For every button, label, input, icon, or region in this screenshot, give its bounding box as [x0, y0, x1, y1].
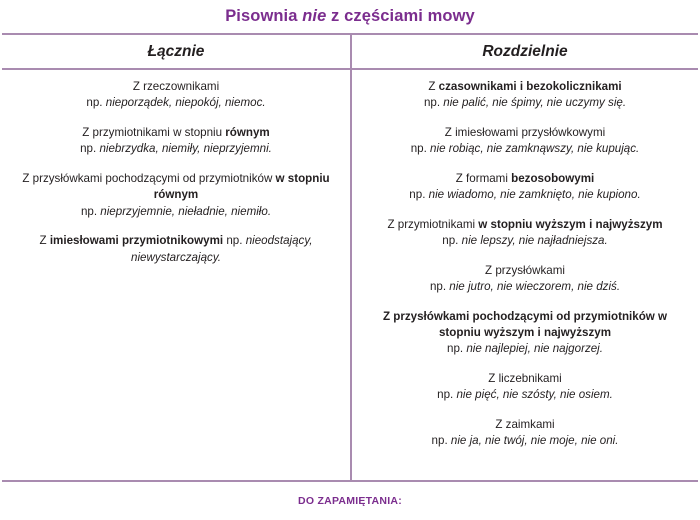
page-title-emphasis: nie	[302, 7, 327, 25]
example-prefix: np.	[423, 96, 444, 110]
example-prefix: np.	[80, 204, 101, 218]
rule-entry	[360, 371, 690, 404]
page-title-after: z częściami mowy	[326, 7, 475, 25]
rule-entry	[360, 217, 690, 250]
example-text: nie robiąc, nie zamknąwszy, nie kupując.	[430, 142, 640, 156]
footer-label: DO ZAPAMIĘTANIA:	[298, 495, 402, 507]
example-text: nieodstający, niewystarczający.	[131, 234, 313, 264]
rule-text: Z	[428, 80, 439, 93]
example-prefix: np.	[447, 342, 467, 356]
column-body-lacznie	[2, 70, 350, 480]
example-text: nie wiadomo, nie zamknięto, nie kupiono.	[428, 188, 641, 202]
column-header-rozdzielnie: Rozdzielnie	[350, 35, 698, 68]
table-body-row	[2, 70, 698, 480]
rule-text: Z przysłówkami pochodzącymi od przymiotników	[22, 171, 276, 185]
rule-entry	[360, 263, 690, 296]
example-text: nieporządek, niepokój, niemoc.	[105, 96, 266, 110]
example-text: nie lepszy, nie najładniejsza.	[461, 234, 608, 248]
example-text: nie palić, nie śpimy, nie uczymy się.	[443, 96, 627, 110]
rule-text-emphasis: w stopniu wyższym i najwyższym	[478, 217, 663, 231]
rule-entry	[10, 171, 342, 220]
rule-text-emphasis: imiesłowami przymiotnikowymi	[49, 234, 224, 248]
example-prefix: np.	[429, 280, 450, 294]
rule-text: Z formami	[455, 171, 512, 185]
rule-entry	[10, 125, 342, 158]
example-text: nie ja, nie twój, nie moje, nie oni.	[450, 434, 619, 448]
rule-text-emphasis: Z przysłówkami pochodzącymi od przymiotników w stopniu wyższym i najwyższym	[382, 309, 668, 339]
rule-text-emphasis: w stopniu równym	[153, 171, 330, 202]
rule-text-emphasis: równym	[225, 125, 270, 139]
column-body-rozdzielnie	[350, 70, 698, 480]
rule-text-emphasis: bezosobowymi	[511, 171, 595, 185]
rule-entry	[360, 171, 690, 204]
rule-entry	[10, 233, 342, 266]
title-bar	[0, 0, 700, 33]
example-text: nie jutro, nie wieczorem, nie dziś.	[449, 280, 621, 294]
rule-text: Z	[39, 234, 50, 248]
example-prefix: np.	[80, 142, 100, 156]
example-prefix: np.	[223, 234, 246, 248]
page-title-before: Pisownia	[225, 7, 303, 25]
rule-text: Z rzeczownikami	[132, 80, 220, 93]
rule-text: Z przymiotnikami	[387, 217, 479, 231]
rule-entry	[360, 79, 690, 112]
rule-text: Z liczebnikami	[488, 371, 562, 385]
example-prefix: np.	[86, 96, 106, 110]
footer-bar	[0, 482, 700, 520]
example-prefix: np.	[437, 388, 457, 402]
rule-entry	[360, 417, 690, 450]
rule-text: Z przymiotnikami w stopniu	[82, 125, 226, 139]
example-prefix: np.	[442, 234, 462, 248]
rule-entry	[360, 125, 690, 158]
example-text: nie pięć, nie szósty, nie osiem.	[456, 388, 613, 402]
rule-text: Z zaimkami	[495, 417, 555, 431]
page-title	[225, 7, 475, 26]
rule-text-emphasis: czasownikami i bezokolicznikami	[438, 80, 622, 93]
example-prefix: np.	[431, 434, 451, 448]
table-header-row	[2, 35, 698, 70]
example-text: nie najlepiej, nie najgorzej.	[466, 342, 603, 356]
example-text: niebrzydka, niemiły, nieprzyjemni.	[99, 142, 272, 156]
rule-text: Z imiesłowami przysłówkowymi	[444, 125, 606, 139]
column-header-lacznie: Łącznie	[147, 42, 205, 60]
example-text: nieprzyjemnie, nieładnie, niemiło.	[100, 204, 272, 218]
example-prefix: np.	[409, 188, 429, 202]
rule-text: Z przysłówkami	[485, 263, 565, 277]
example-prefix: np.	[410, 142, 431, 156]
rules-table	[2, 33, 698, 482]
rule-entry	[360, 309, 690, 358]
rule-entry	[10, 79, 342, 112]
